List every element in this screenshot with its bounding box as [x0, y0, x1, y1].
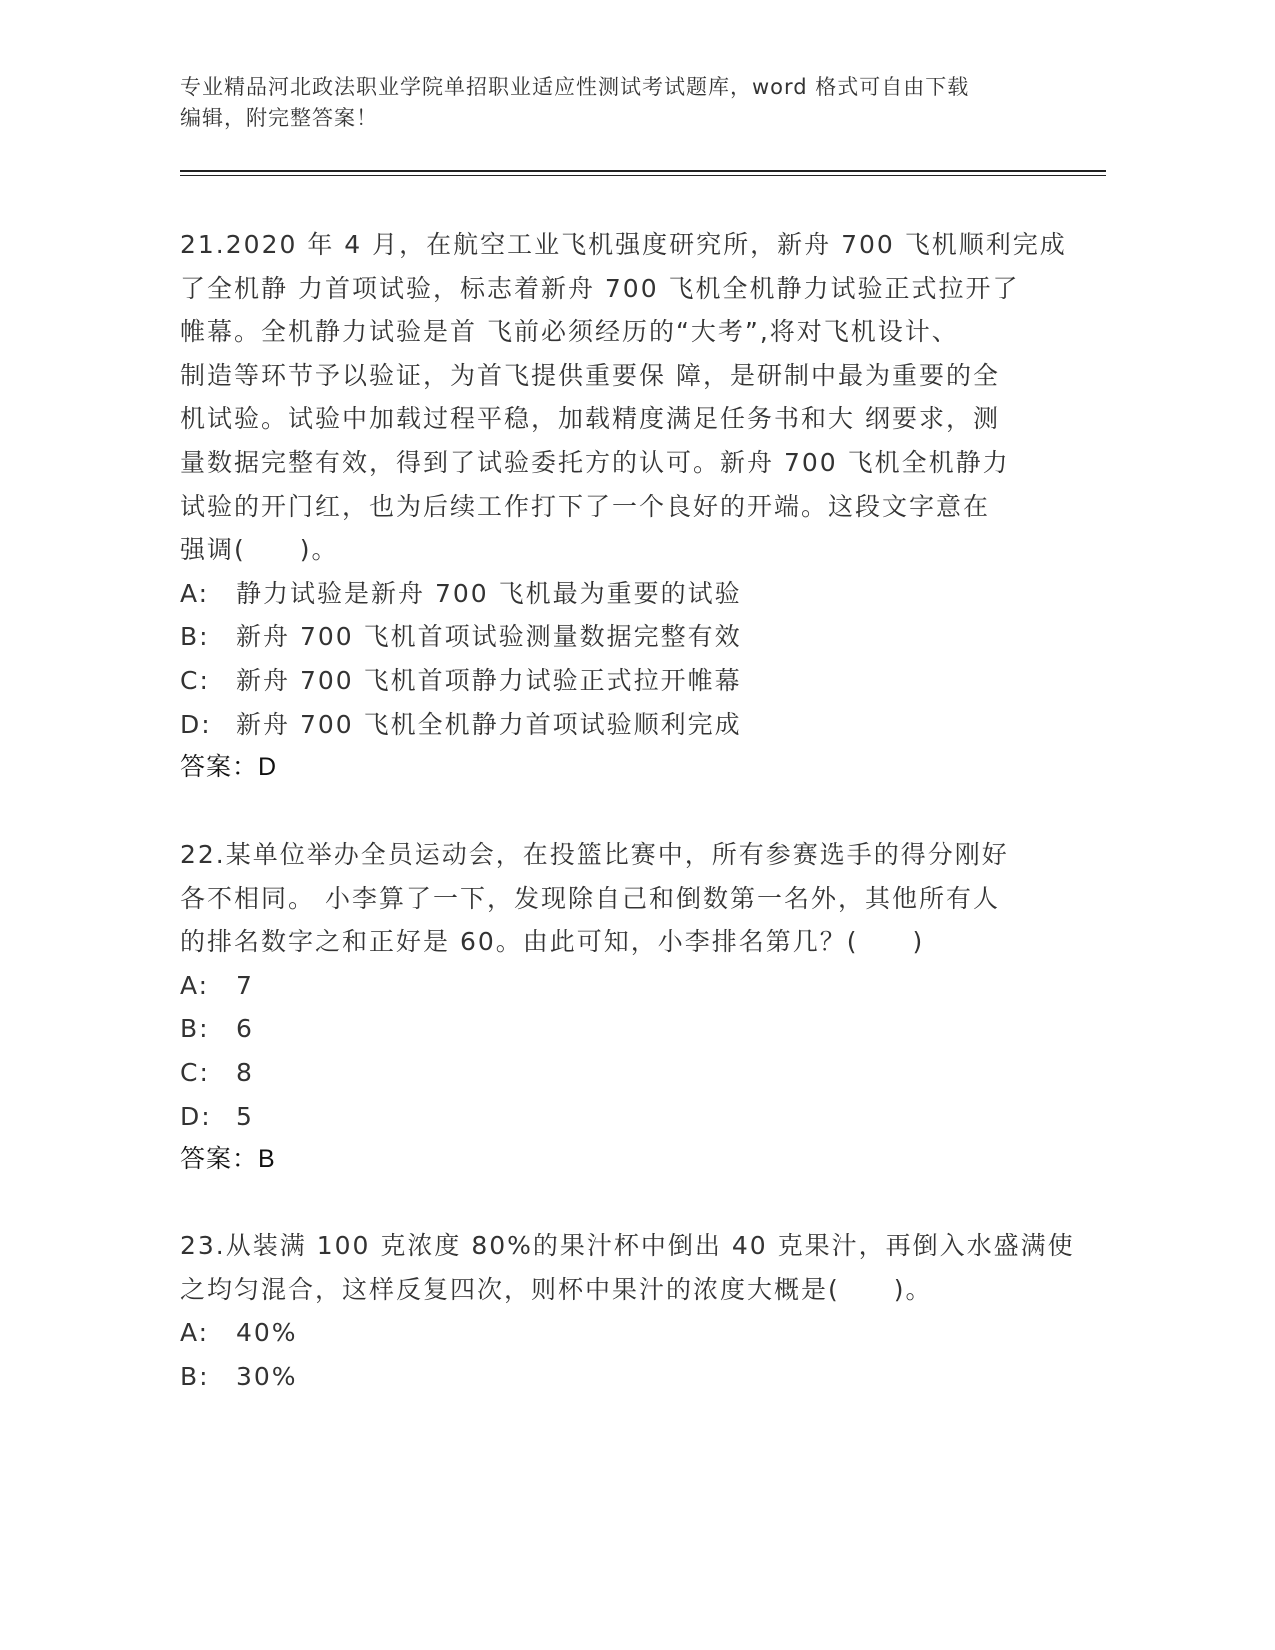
option-key: B:: [180, 1361, 210, 1391]
question-text-line: 强调( )。: [180, 535, 339, 565]
option-key: B:: [180, 1014, 210, 1044]
option-text: 40%: [236, 1318, 298, 1348]
option-text: 7: [236, 970, 254, 1000]
option-key: D:: [180, 1101, 212, 1131]
option-text: 5: [236, 1101, 254, 1131]
answer: 答案：D: [180, 753, 278, 782]
question-text-line: 机试验。试验中加载过程平稳，加载精度满足任务书和大 纲要求，测: [180, 404, 1000, 434]
header-rule-thick: [180, 170, 1106, 172]
document-header: [180, 72, 1040, 134]
question-text-line: 各不相同。 小李算了一下，发现除自己和倒数第一名外，其他所有人: [180, 883, 1000, 913]
option-c: [180, 659, 1060, 703]
question-text-line: 23.从装满 100 克浓度 80%的果汁杯中倒出 40 克果汁，再倒入水盛满使: [180, 1231, 1075, 1260]
question-text-line: 21.2020 年 4 月，在航空工业飞机强度研究所，新舟 700 飞机顺利完成: [180, 230, 1067, 259]
option-d: [180, 703, 1060, 747]
option-text: 30%: [236, 1361, 298, 1391]
option-b: [180, 1355, 1060, 1399]
option-text: 6: [236, 1014, 254, 1044]
option-d: [180, 1095, 1060, 1139]
option-c: [180, 1051, 1060, 1095]
option-b: [180, 1007, 1060, 1051]
option-a: [180, 572, 1060, 616]
option-key: A:: [180, 1318, 210, 1348]
question-text-line: 量数据完整有效，得到了试验委托方的认可。新舟 700 飞机全机静力: [180, 447, 1010, 477]
question-text-line: 帷幕。全机静力试验是首 飞前必须经历的“大考”,将对飞机设计、: [180, 317, 959, 347]
question-22: [180, 833, 1060, 1182]
question-text-line: 了全机静 力首项试验，标志着新舟 700 飞机全机静力试验正式拉开了: [180, 273, 1020, 303]
question-21: [180, 223, 1067, 790]
option-text: 8: [236, 1057, 254, 1087]
option-text: 新舟 700 飞机全机静力首项试验顺利完成: [236, 709, 742, 739]
option-key: A:: [180, 970, 210, 1000]
header-line-1: 专业精品河北政法职业学院单招职业适应性测试考试题库，word 格式可自由下载: [180, 75, 970, 99]
option-key: D:: [180, 709, 212, 739]
answer: 答案：B: [180, 1145, 276, 1174]
question-text-line: 之均匀混合，这样反复四次，则杯中果汁的浓度大概是( )。: [180, 1274, 933, 1304]
question-text-line: 的排名数字之和正好是 60。由此可知，小李排名第几？( ): [180, 927, 925, 957]
question-text-line: 制造等环节予以验证，为首飞提供重要保 障，是研制中最为重要的全: [180, 360, 1000, 390]
option-a: [180, 964, 1060, 1008]
option-text: 新舟 700 飞机首项试验测量数据完整有效: [236, 622, 742, 652]
option-a: [180, 1311, 1060, 1355]
option-key: B:: [180, 622, 210, 652]
question-23: [180, 1224, 1075, 1398]
option-text: 静力试验是新舟 700 飞机最为重要的试验: [236, 578, 742, 608]
header-line-2: 编辑，附完整答案！: [180, 106, 378, 130]
header-rule-thin: [180, 175, 1106, 176]
option-key: C:: [180, 665, 210, 695]
option-text: 新舟 700 飞机首项静力试验正式拉开帷幕: [236, 665, 742, 695]
option-key: C:: [180, 1057, 210, 1087]
question-text-line: 试验的开门红，也为后续工作打下了一个良好的开端。这段文字意在: [180, 491, 991, 521]
question-text-line: 22.某单位举办全员运动会，在投篮比赛中，所有参赛选手的得分刚好: [180, 840, 1009, 869]
option-b: [180, 615, 1060, 659]
option-key: A:: [180, 578, 210, 608]
